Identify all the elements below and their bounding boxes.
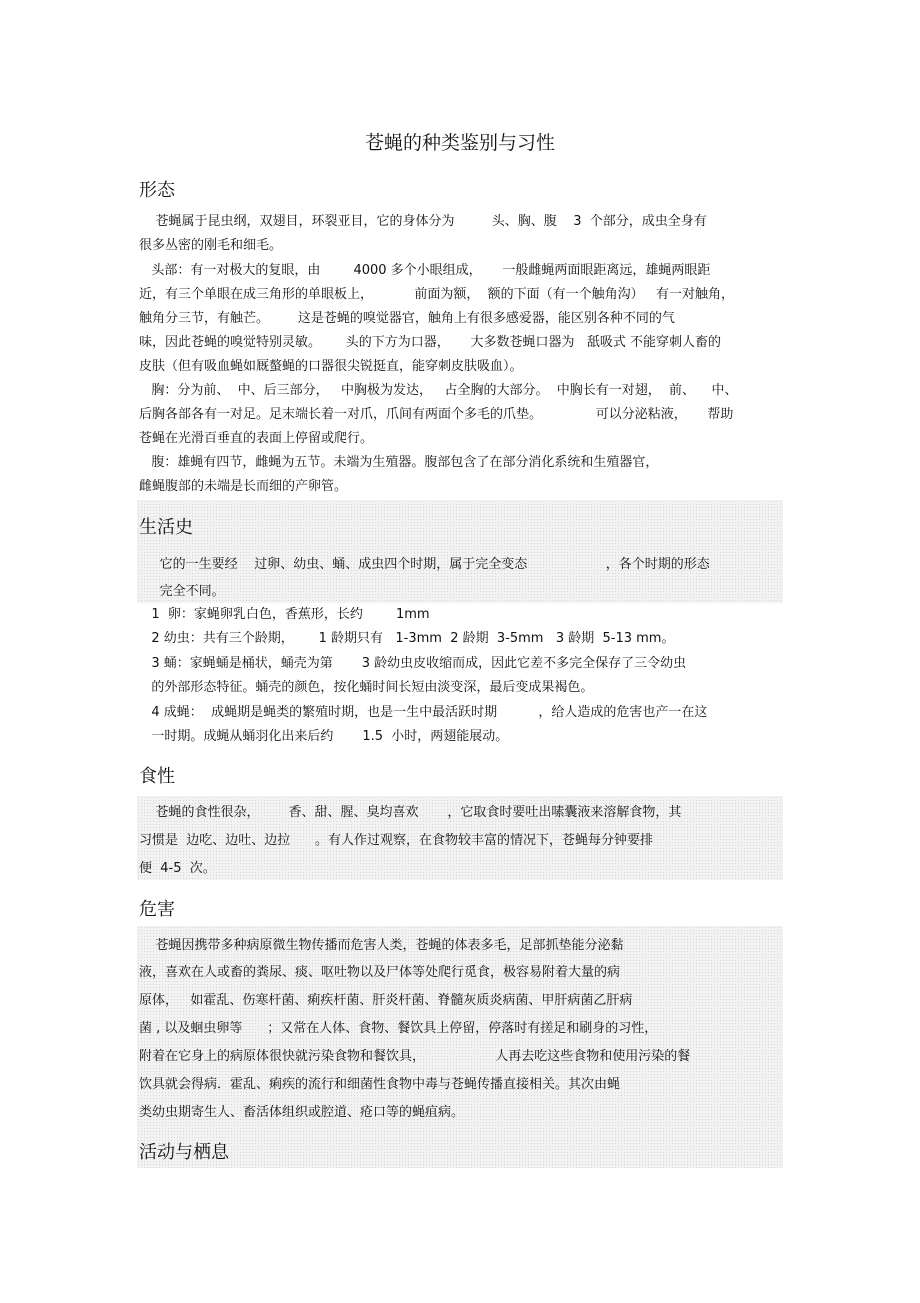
- section-heading-life-history: 生活史: [139, 517, 193, 538]
- harm-line: 苍蝇因携带多种病原微生物传播而危害人类，苍蝇的体表多毛，足部抓垫能分泌黏: [139, 938, 624, 953]
- harm-line: 饮具就会得病．霍乱、痢疾的流行和细菌性食物中毒与苍蝇传播直接相关。其次由蝇: [139, 1077, 621, 1092]
- harm-line: 类幼虫期寄生人、畜活体组织或腔道、疮口等的蝇疽病。: [139, 1105, 465, 1120]
- life-history-line: 3 蛹：家蝇蛹是桶状，蛹壳为第 3 龄幼虫皮收缩而成，因此它差不多完全保存了三令幼虫: [139, 656, 687, 671]
- section-heading-feeding: 食性: [139, 766, 175, 787]
- morphology-line: 头部：有一对极大的复眼，由 4000 多个小眼组成， 一般雌蝇两面眼距离远，雄蝇两眼距: [139, 263, 711, 278]
- morphology-line: 雌蝇腹部的未端是长而细的产卵管。: [139, 479, 348, 494]
- morphology-line: 皮肤（但有吸血蝇如厩螯蝇的口器很尖锐挺直，能穿刺皮肤吸血）。: [139, 359, 523, 374]
- harm-line: 附着在它身上的病原体很快就污染食物和餐饮具， 人再去吃这些食物和使用污染的餐: [139, 1049, 691, 1064]
- morphology-line: 后胸各部各有一对足。足末端长着一对爪，爪间有两面个多毛的爪垫。 可以分泌粘液， 帮助: [139, 407, 734, 422]
- life-history-shaded-panel: [137, 500, 783, 603]
- harm-line: 原体， 如霍乱、伤寒杆菌、痢疾杆菌、肝炎杆菌、脊髓灰质炎病菌、甲肝病菌乙肝病: [139, 993, 633, 1008]
- morphology-line: 很多丛密的刚毛和细毛。: [139, 238, 283, 253]
- life-history-line: 完全不同。: [139, 584, 225, 599]
- life-history-line: 一时期。成蝇从蛹羽化出来后约 1.5 小时，两翅能展动。: [139, 729, 509, 744]
- morphology-line: 胸：分为前、 中、后三部分， 中胸极为发达， 占全胸的大部分。 中胸长有一对翅， 前、 中、: [139, 383, 738, 398]
- life-history-line: 它的一生要经 过卵、幼虫、蛹、成虫四个时期，属于完全变态 ，各个时期的形态: [139, 557, 710, 572]
- feeding-line: 习惯是 边吃、边吐、边拉 。有人作过观察，在食物较丰富的情况下，苍蝇每分钟要排: [139, 833, 654, 848]
- morphology-line: 苍蝇在光滑百垂直的表面上停留或爬行。: [139, 431, 374, 446]
- life-history-line: 1 卵：家蝇卵乳白色，香蕉形，长约 1mm: [139, 607, 430, 622]
- morphology-line: 味，因此苍蝇的嗅觉特别灵敏。 头的下方为口器， 大多数苍蝇口器为 舐吸式 不能穿刺人畜的: [139, 335, 721, 350]
- life-history-line: 4 成蝇： 成蝇期是蝇类的繁殖时期，也是一生中最活跃时期 ，给人造成的危害也产一在这: [139, 705, 708, 720]
- morphology-line: 触角分三节，有触芒。 这是苍蝇的嗅觉器官，触角上有很多感爱器，能区别各种不同的气: [139, 311, 675, 326]
- life-history-line: 的外部形态特征。蛹壳的颜色，按化蛹时间长短由淡变深，最后变成果褐色。: [139, 680, 594, 695]
- section-heading-activity: 活动与栖息: [139, 1142, 229, 1163]
- morphology-line: 近，有三个单眼在成三角形的单眼板上， 前面为额， 额的下面（有一个触角沟） 有一对触角，: [139, 287, 734, 302]
- section-heading-harm: 危害: [139, 899, 175, 920]
- feeding-line: 便 4-5 次。: [139, 861, 216, 876]
- harm-shaded-panel: [137, 926, 783, 1168]
- section-heading-morphology: 形态: [139, 180, 175, 201]
- page-title: 苍蝇的种类鉴别与习性: [364, 132, 555, 154]
- harm-line: 液，喜欢在人或畜的粪尿、痰、呕吐物以及尸体等处爬行觅食，极容易附着大量的病: [139, 965, 621, 980]
- life-history-line: 2 幼虫：共有三个龄期， 1 龄期只有 1-3mm 2 龄期 3-5mm 3 龄期 5-13 mm。: [139, 631, 675, 646]
- harm-line: 菌 , 以及蛔虫卵等 ；又常在人体、食物、餐饮具上停留，停落时有搓足和刷身的习性，: [139, 1021, 658, 1036]
- feeding-line: 苍蝇的食性很杂， 香、甜、腥、臭均喜欢 ，它取食时要吐出嗉囊液来溶解食物，其: [139, 805, 682, 820]
- morphology-line: 苍蝇属于昆虫纲，双翅目，环裂亚目，它的身体分为 头、胸、腹 3 个部分，成虫全身有: [139, 214, 707, 229]
- morphology-line: 腹：雄蝇有四节，雌蝇为五节。未端为生殖器。腹部包含了在部分消化系统和生殖器官，: [139, 455, 659, 470]
